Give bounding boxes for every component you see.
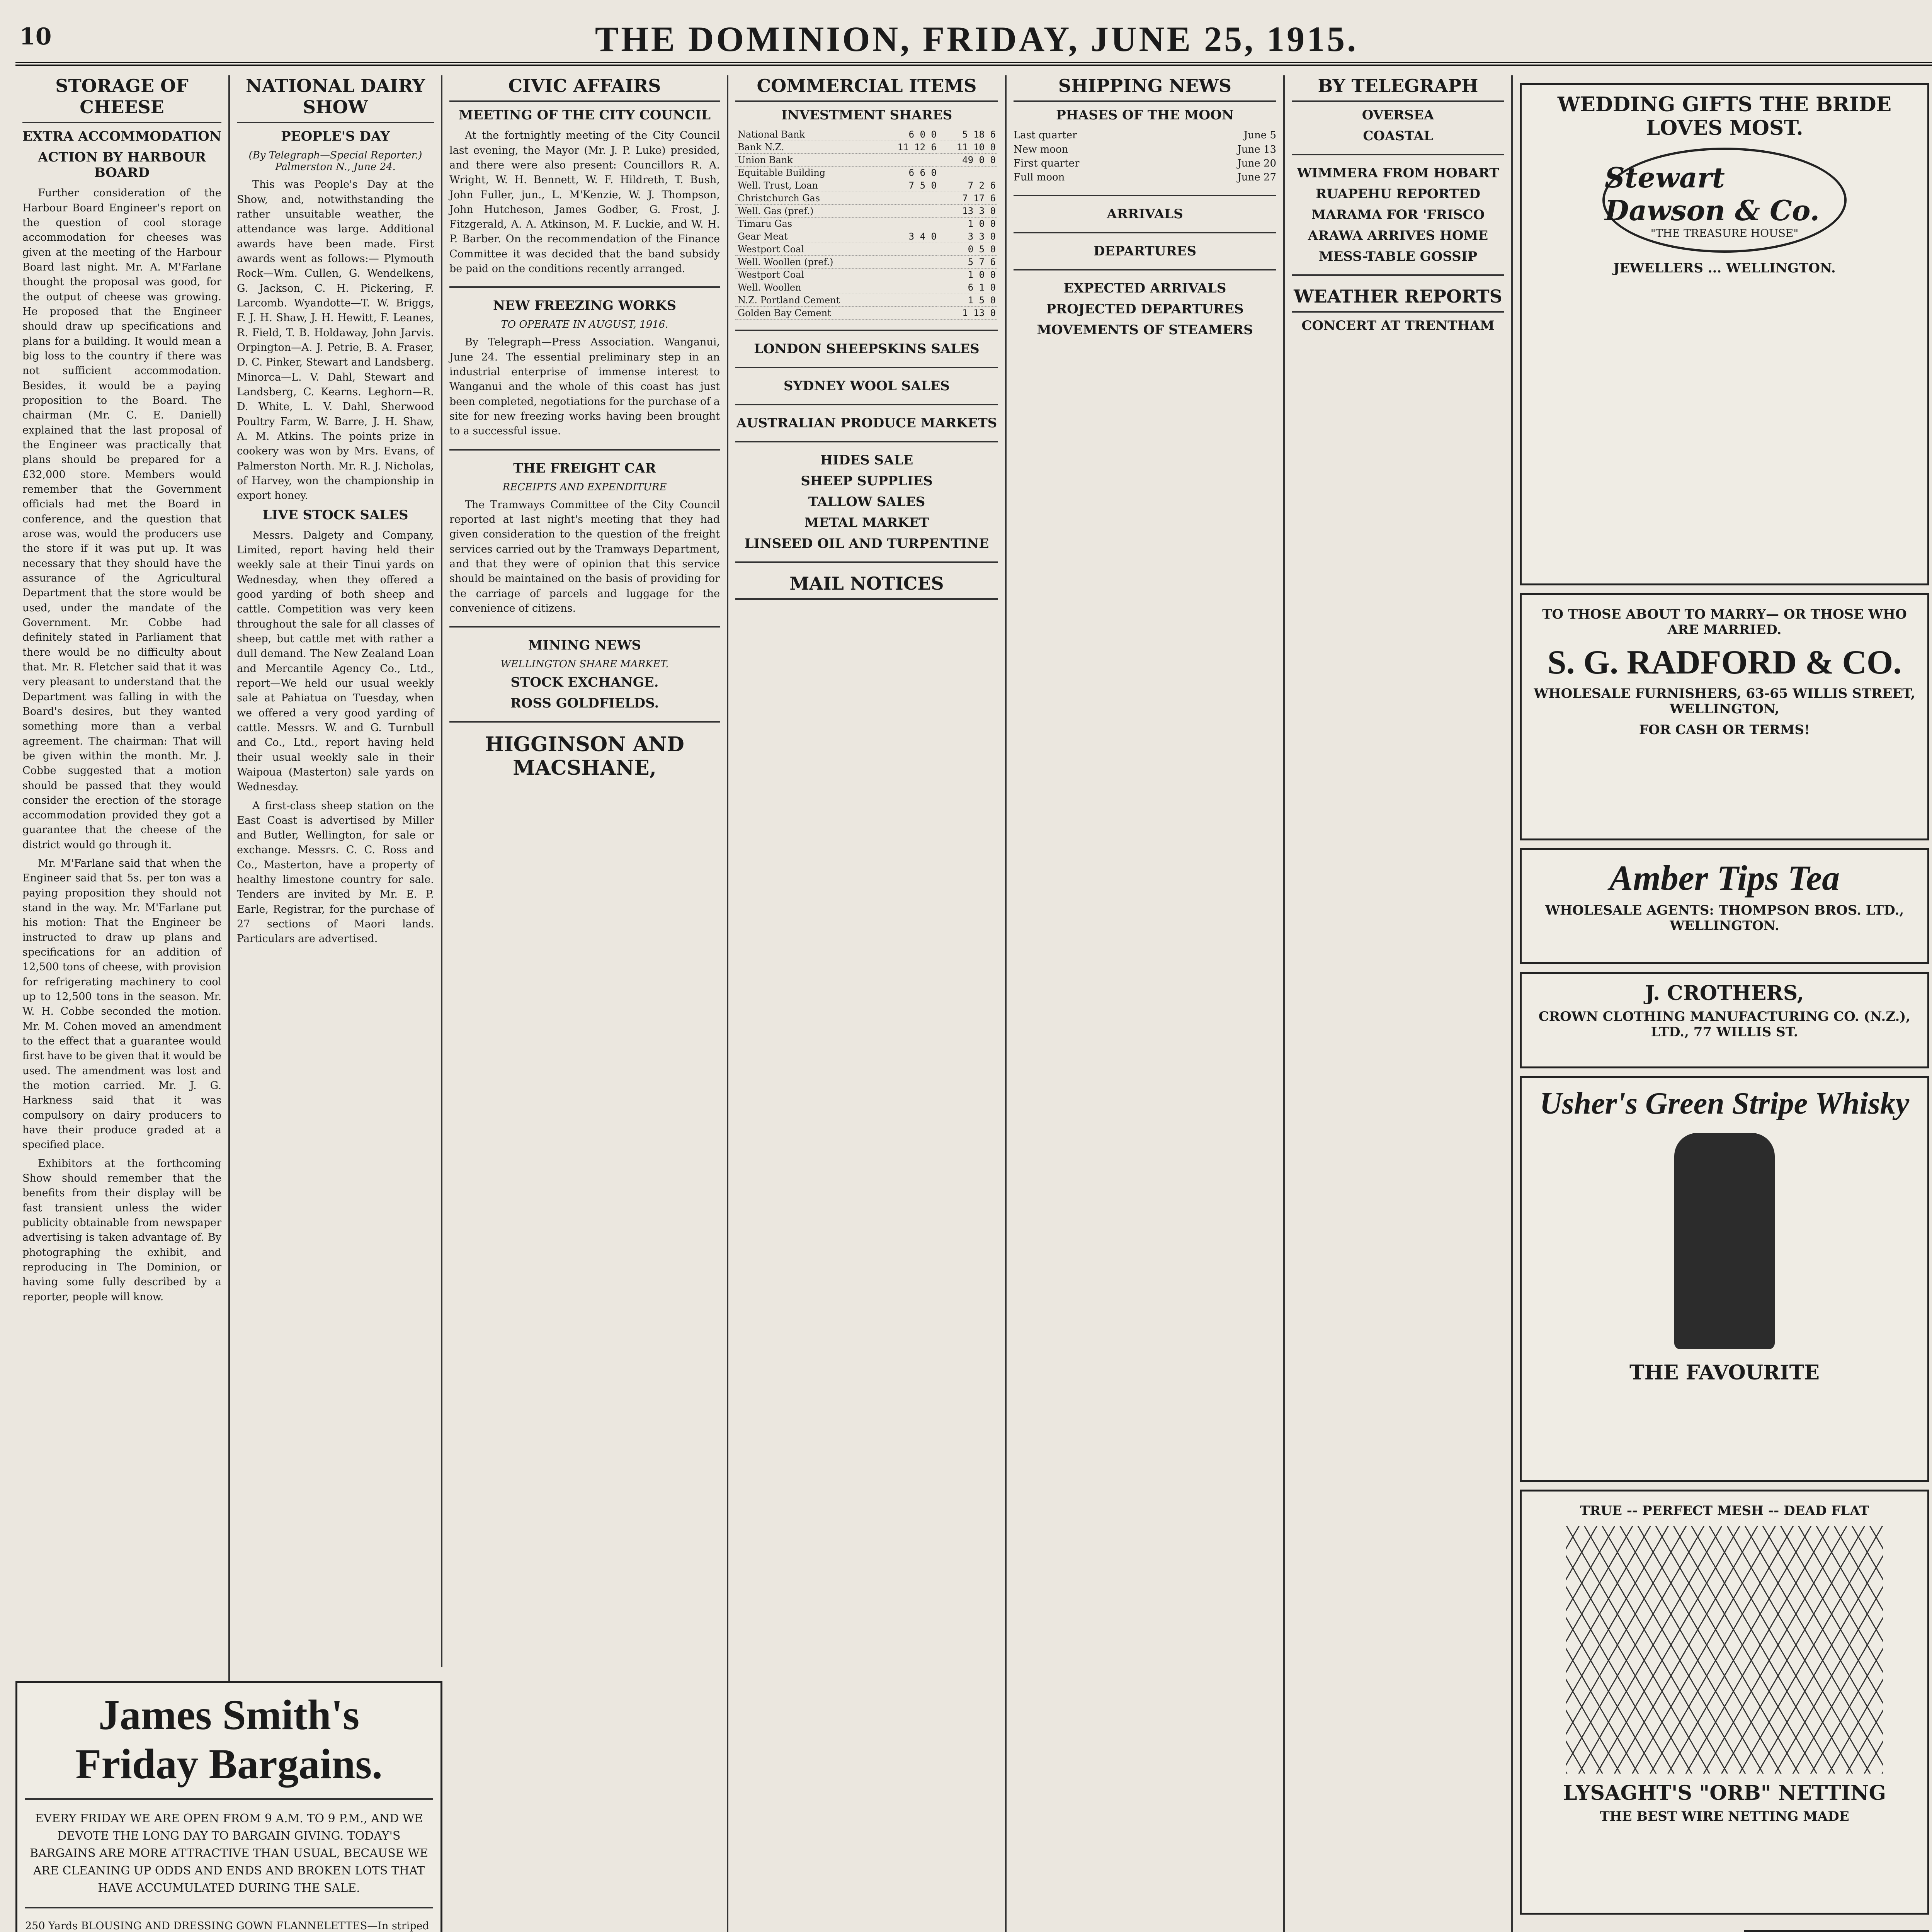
subhead: PROJECTED DEPARTURES <box>1046 301 1244 317</box>
table-row: Well. Gas (pref.) 13 3 0 <box>735 205 998 218</box>
article-body: The Tramways Committee of the City Council reported at last night's meeting that they had given consideration to the question of the freight services carried out by the Tramways Department, and that they were of opinion that this service should be maintained on the basis of providing for the carriage of parcels and luggage for the convenience of citizens. <box>449 498 720 615</box>
moon-row: New moon June 13 <box>1014 143 1276 155</box>
ad-pre: TO THOSE ABOUT TO MARRY— OR THOSE WHO ARE MARRIED. <box>1542 607 1907 638</box>
ad-name: J. CROTHERS, <box>1645 981 1804 1005</box>
divider <box>449 626 720 628</box>
ad-head: TRUE -- PERFECT MESH -- DEAD FLAT <box>1580 1503 1869 1519</box>
amber-tips-ad <box>1520 848 1929 964</box>
headline-storage-of-cheese: STORAGE OF CHEESE <box>22 75 221 123</box>
headline-weather-reports: WEATHER REPORTS <box>1292 286 1504 313</box>
subhead: LONDON SHEEPSKINS SALES <box>754 341 980 357</box>
column-4 <box>728 75 1007 1932</box>
subhead: AUSTRALIAN PRODUCE MARKETS <box>736 415 997 431</box>
subhead: SYDNEY WOOL SALES <box>784 378 950 394</box>
dateline: (By Telegraph—Special Reporter.) Palmerston N., June 24. <box>248 150 422 173</box>
ad-intro: EVERY FRIDAY WE ARE OPEN FROM 9 A.M. TO 9 P.M., AND WE DEVOTE THE LONG DAY TO BARGAIN GIVING. TODAY'S BARGAINS ARE MORE ATTRACTIVE THAN USUAL, BECAUSE WE ARE CLEANING UP ODDS AND ENDS AND BROKEN LOTS THAT HAVE ACCUMULATED DURING THE SALE. <box>30 1812 428 1895</box>
stewart-dawson-ad <box>1520 83 1929 585</box>
ad-footer: JEWELLERS ... WELLINGTON. <box>1613 260 1836 276</box>
ad-title: Friday Bargains. <box>75 1740 383 1787</box>
subhead: RUAPEHU REPORTED <box>1315 186 1481 202</box>
headline-commercial-items: COMMERCIAL ITEMS <box>735 75 998 102</box>
ad-higginson: HIGGINSON AND MACSHANE, <box>485 733 684 780</box>
table-row: Westport Coal 0 5 0 <box>735 243 998 256</box>
ad-name: LYSAGHT'S "ORB" NETTING <box>1563 1781 1886 1805</box>
table-row: Gear Meat 3 4 0 3 3 0 <box>735 230 998 243</box>
article-body: Further consideration of the Harbour Board Engineer's report on the question of cool storage accommodation for cheeses was given at the meeting of the Harbour Board last night. Mr. A. M'Farlane thought the proposal was good, for the output of cheese was growing. He proposed that the Engineer should draw up specifications and plans for a building. It would mean a big loss to the country if there was not sufficient accommodation. Besides, it would be a paying proposition to the Board. The chairman (Mr. C. E. Daniell) explained that the last proposal of the Engineer was practically that plans should be prepared for a £32,000 store. Members would remember that the Government officials had met the Board in conference, and the question that arose was, would the producers use the store if it was put up. It was necessary that they should have the assurance of the Agricultural Department that the store would be used, under the mandate of the Government. Mr. Cobbe had definitely stated in Parliament that there would be no difficulty about that. Mr. R. Fletcher said that it was very pleasant to understand that the Department was falling in with the Board's desires, but they wanted something more than a verbal agreement. The chairman: That will be given within the month. Mr. J. Cobbe suggested that a motion should be passed that they would consider the erection of the storage accommodation provided they got a guarantee that the cheese of the district would go through it. <box>22 187 221 851</box>
bargain-item: 250 Yards BLOUSING AND DRESSING GOWN FLANNELETTES—In striped <box>25 1920 429 1932</box>
bottle-illustration <box>1674 1133 1775 1349</box>
newspaper-title: THE DOMINION, FRIDAY, JUNE 25, 1915. <box>595 19 1359 59</box>
divider <box>449 449 720 451</box>
moon-row: Last quarter June 5 <box>1014 129 1276 141</box>
article-body: Exhibitors at the forthcoming Show should remember that the benefits from their display will be fast transient unless the wider publicity obtainable from newspaper advertising is taken advantage of. By photographing the exhibit, and reproducing in The Dominion, or having some fully described by a reporter, people will know. <box>22 1157 221 1303</box>
subhead: LINSEED OIL AND TURPENTINE <box>744 536 989 552</box>
table-row: National Bank 6 0 0 5 18 6 <box>735 128 998 141</box>
table-row: N.Z. Portland Cement 1 5 0 <box>735 294 998 307</box>
subhead: HIDES SALE <box>820 452 913 468</box>
ad-headline: WEDDING GIFTS THE BRIDE LOVES MOST. <box>1557 93 1892 140</box>
subhead: INVESTMENT SHARES <box>781 107 952 123</box>
subhead: THE FREIGHT CAR <box>513 460 656 476</box>
article-body: This was People's Day at the Show, and, notwithstanding the rather unsuitable weather, the attendance was large. Additional awards have been made. First awards went as follows:— Plymouth Rock—Wm. Cullen, G. Wendelkens, G. Jackson, C. H. Pickering, F. Larcomb. Wyandotte—T. W. Briggs, F. J. H. Shaw, J. H. Hewitt, F. Leanes, R. Field, T. B. Holdaway, John Jarvis. Orpington—A. J. Petrie, B. A. Fraser, D. C. Pinker, Stewart and Landsberg. Minorca—L. V. Dahl, Stewart and Landsberg, C. Kearns. Leghorn—R. D. White, L. V. Dahl, Sherwood Poultry Farm, W. Barre, J. H. Shaw, A. M. Atkins. The points prize in cookery was won by Mrs. Evans, of Palmerston North. Mr. R. J. Nicholas, of Harvey, won the championship in export honey. <box>237 179 434 502</box>
table-row: Well. Woollen 6 1 0 <box>735 281 998 294</box>
netting-illustration <box>1566 1526 1883 1774</box>
ad-sub: WHOLESALE FURNISHERS, 63-65 WILLIS STREET, WELLINGTON, <box>1534 686 1915 717</box>
ad-sub: THE BEST WIRE NETTING MADE <box>1600 1809 1849 1824</box>
ushers-whisky-ad <box>1520 1076 1929 1482</box>
divider <box>1292 154 1504 155</box>
article-body: By Telegraph—Press Association. Wanganui, June 24. The essential preliminary step in an industrial enterprise of immense interest to Wanganui and the whole of this coast has just been completed, negotiations for the purchase of a site for new freezing works having been brought to a successful issue. <box>449 336 720 437</box>
table-row: Union Bank 49 0 0 <box>735 154 998 167</box>
table-row: Christchurch Gas 7 17 6 <box>735 192 998 205</box>
subhead: WELLINGTON SHARE MARKET. <box>500 658 669 670</box>
share-table <box>735 128 998 320</box>
subhead: ARRIVALS <box>1107 206 1183 222</box>
moon-row: First quarter June 20 <box>1014 157 1276 169</box>
subhead: OVERSEA <box>1362 107 1434 123</box>
divider <box>449 721 720 723</box>
table-row: Well. Trust, Loan 7 5 0 7 2 6 <box>735 179 998 192</box>
table-row: Equitable Building 6 6 0 <box>735 167 998 179</box>
subhead: TO OPERATE IN AUGUST, 1916. <box>501 319 668 331</box>
ad-name: Usher's Green Stripe Whisky <box>1539 1087 1910 1121</box>
subhead: NEW FREEZING WORKS <box>493 298 677 314</box>
divider <box>25 1798 433 1800</box>
subhead: CONCERT AT TRENTHAM <box>1301 318 1495 334</box>
headline-civic-affairs: CIVIC AFFAIRS <box>449 75 720 102</box>
column-2 <box>230 75 442 1667</box>
moon-row: Full moon June 27 <box>1014 172 1276 184</box>
headline-by-telegraph: BY TELEGRAPH <box>1292 75 1504 102</box>
subhead: RECEIPTS AND EXPENDITURE <box>502 481 667 493</box>
ad-agents: WHOLESALE AGENTS: THOMPSON BROS. LTD., WELLINGTON. <box>1545 902 1904 934</box>
divider <box>735 441 998 442</box>
subhead: PEOPLE'S DAY <box>281 129 390 145</box>
column-7-ads <box>1513 75 1932 1932</box>
article-body: At the fortnightly meeting of the City Council last evening, the Mayor (Mr. J. P. Luke) presided, and there were also present: Councillors R. A. Wright, W. H. Bennett, W. F. Hildreth, T. Bush, John Fuller, jun., L. M'Kenzie, W. J. Thompson, John Hutcheson, James Godber, G. Frost, J. Fitzgerald, A. A. Atkinson, M. F. Luckie, and W. H. P. Barber. On the recommendation of the Finance Committee it was decided that the band subsidy be paid on the conditions recently arranged. <box>449 129 720 275</box>
table-row: Westport Coal 1 0 0 <box>735 269 998 281</box>
stewart-dawson-logo: Stewart Dawson & Co. "THE TREASURE HOUSE" <box>1602 148 1847 253</box>
ad-title: James Smith's <box>98 1691 360 1738</box>
divider <box>735 561 998 563</box>
subhead: PHASES OF THE MOON <box>1056 107 1234 123</box>
subhead: COASTAL <box>1363 128 1433 144</box>
subhead: STOCK EXCHANGE. <box>510 675 659 690</box>
crothers-ad <box>1520 972 1929 1068</box>
headline-shipping-news: SHIPPING NEWS <box>1014 75 1276 102</box>
divider <box>1014 232 1276 233</box>
column-3 <box>442 75 728 1932</box>
subhead: MOVEMENTS OF STEAMERS <box>1037 322 1253 338</box>
james-smith-ad <box>15 1681 442 1932</box>
subhead: MARAMA FOR 'FRISCO <box>1311 207 1485 223</box>
article-body: Mr. M'Farlane said that when the Engineer said that 5s. per ton was a paying proposition they should not stand in the way. Mr. M'Farlane put his motion: That the Engineer be instructed to draw up plans and specifications for an addition of 12,500 tons of cheese, with provision for refrigerating machinery to cool up to 12,500 tons in the season. Mr. W. H. Cobbe seconded the motion. Mr. M. Cohen moved an amendment to the effect that a guarantee would first have to be given that it would be used. The amendment was lost and the motion carried. Mr. J. G. Harkness said that it was compulsory on dairy producers to have their produce graded at a specified place. <box>22 857 221 1151</box>
column-1 <box>15 75 230 1932</box>
table-row: Timaru Gas 1 0 0 <box>735 218 998 230</box>
subhead: METAL MARKET <box>804 515 929 531</box>
divider <box>449 286 720 288</box>
divider <box>1014 195 1276 196</box>
masthead <box>15 15 1932 66</box>
subhead: LIVE STOCK SALES <box>262 507 408 523</box>
ad-tag: THE FAVOURITE <box>1629 1361 1820 1384</box>
headline-mail-notices: MAIL NOTICES <box>735 573 998 600</box>
ad-name: S. G. RADFORD & CO. <box>1547 644 1902 681</box>
subhead: MESS-TABLE GOSSIP <box>1318 249 1478 265</box>
subhead: WIMMERA FROM HOBART <box>1297 165 1499 181</box>
subhead: SHEEP SUPPLIES <box>801 473 933 489</box>
subhead: EXPECTED ARRIVALS <box>1063 280 1226 296</box>
divider <box>735 330 998 331</box>
subhead: ACTION BY HARBOUR BOARD <box>37 150 206 181</box>
subhead: ARAWA ARRIVES HOME <box>1308 228 1488 244</box>
staples-ad <box>1744 1930 1929 1932</box>
divider <box>735 404 998 405</box>
headline-national-dairy-show: NATIONAL DAIRY SHOW <box>237 75 434 123</box>
subhead: TALLOW SALES <box>808 494 925 510</box>
divider <box>25 1907 433 1908</box>
ad-name: Amber Tips Tea <box>1609 858 1840 898</box>
radford-ad <box>1520 593 1929 840</box>
table-row: Well. Woollen (pref.) 5 7 6 <box>735 256 998 269</box>
article-body: A first-class sheep station on the East Coast is advertised by Miller and Butler, Wellington, for sale or exchange. Messrs. C. C. Ross and Co., Masterton, have a property of healthy limestone country for sale. Tenders are invited by Mr. E. P. Earle, Registrar, for the purchase of 27 sections of Maori lands. Particulars are advertised. <box>237 799 434 945</box>
subhead: MEETING OF THE CITY COUNCIL <box>458 107 711 123</box>
subhead: MINING NEWS <box>528 638 641 653</box>
ad-terms: FOR CASH OR TERMS! <box>1639 722 1810 738</box>
page-number: 10 <box>19 23 52 50</box>
ad-sub: CROWN CLOTHING MANUFACTURING CO. (N.Z.), LTD., 77 WILLIS ST. <box>1538 1009 1911 1040</box>
divider <box>1292 274 1504 276</box>
table-row: Bank N.Z. 11 12 6 11 10 0 <box>735 141 998 154</box>
table-row: Golden Bay Cement 1 13 0 <box>735 307 998 320</box>
divider <box>1014 269 1276 270</box>
article-body: Messrs. Dalgety and Company, Limited, report having held their weekly sale at their Tinui yards on Wednesday, when they offered a good yarding of both sheep and cattle. Competition was very keen throughout the sale for all classes of sheep, but cattle met with rather a dull demand. The New Zealand Loan and Mercantile Agency Co., Ltd., report—We held our usual weekly sale at Pahiatua on Tuesday, when we offered a very good yarding of cattle. Messrs. W. and G. Turnbull and Co., Ltd., report having held their usual weekly sale in their Waipoua (Masterton) sale yards on Wednesday. <box>237 529 434 793</box>
lysaght-ad <box>1520 1490 1929 1915</box>
subhead: DEPARTURES <box>1093 243 1197 259</box>
subhead: ROSS GOLDFIELDS. <box>510 696 659 711</box>
column-5 <box>1007 75 1285 1932</box>
column-6 <box>1285 75 1513 1932</box>
divider <box>735 367 998 368</box>
subhead: EXTRA ACCOMMODATION <box>22 129 221 145</box>
